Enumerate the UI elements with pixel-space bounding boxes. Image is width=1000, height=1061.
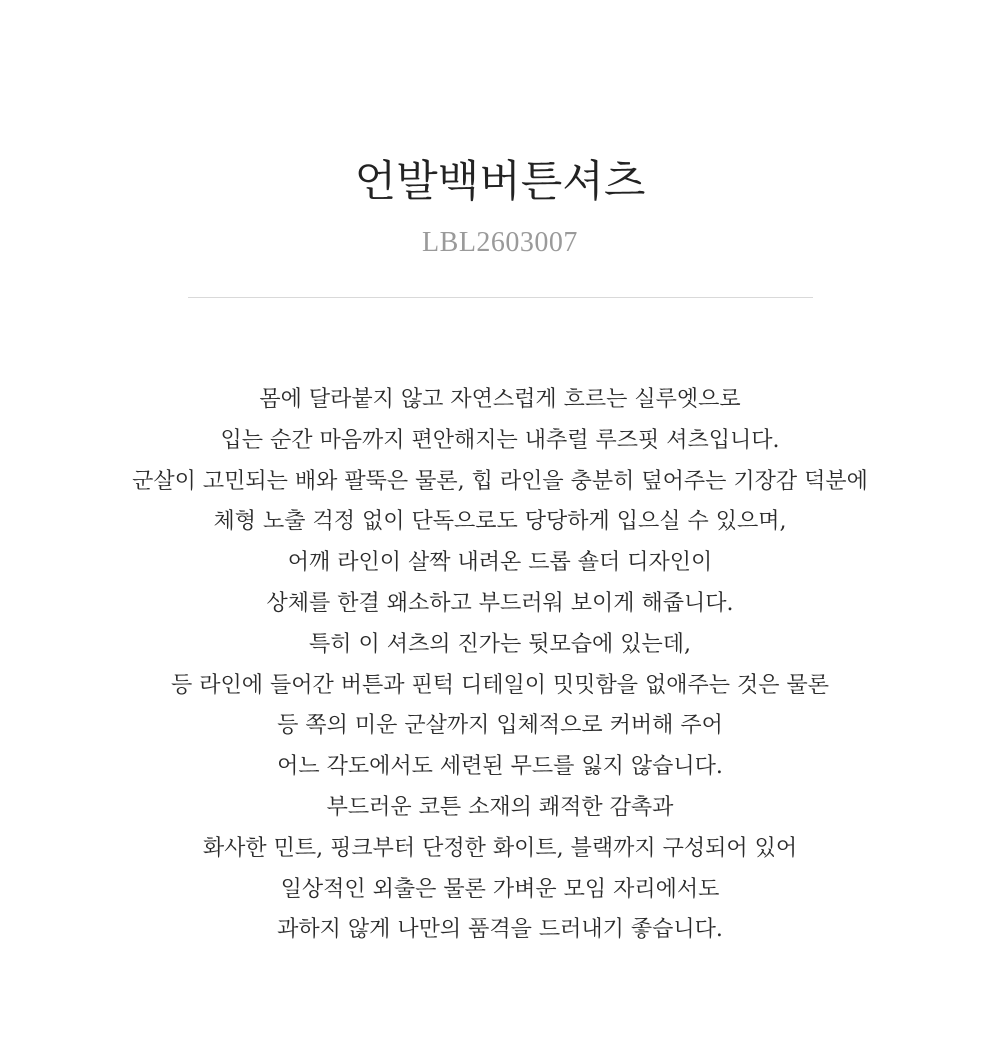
description-line: 어깨 라인이 살짝 내려온 드롭 숄더 디자인이 — [287, 550, 713, 576]
title-divider — [188, 297, 813, 298]
description-line: 등 쪽의 미운 군살까지 입체적으로 커버해 주어 — [277, 713, 723, 739]
description-line: 어느 각도에서도 세련된 무드를 잃지 않습니다. — [277, 754, 723, 780]
description-line: 입는 순간 마음까지 편안해지는 내추럴 루즈핏 셔츠입니다. — [220, 427, 780, 453]
product-description — [0, 380, 1000, 951]
description-line: 군살이 고민되는 배와 팔뚝은 물론, 힙 라인을 충분히 덮어주는 기장감 덕분에 — [132, 468, 868, 494]
description-line: 과하지 않게 나만의 품격을 드러내기 좋습니다. — [277, 917, 723, 943]
product-title: 언발백버튼셔츠 — [354, 157, 646, 207]
description-line: 체형 노출 걱정 없이 단독으로도 당당하게 입으실 수 있으며, — [213, 509, 787, 535]
description-line: 부드러운 코튼 소재의 쾌적한 감촉과 — [326, 794, 674, 820]
description-line: 특히 이 셔츠의 진가는 뒷모습에 있는데, — [309, 631, 691, 657]
description-line: 상체를 한결 왜소하고 부드러워 보이게 해줍니다. — [266, 590, 734, 616]
description-line: 화사한 민트, 핑크부터 단정한 화이트, 블랙까지 구성되어 있어 — [202, 835, 798, 861]
description-line: 등 라인에 들어간 버튼과 핀턱 디테일이 밋밋함을 없애주는 것은 물론 — [171, 672, 829, 698]
product-code: LBL2603007 — [422, 227, 578, 258]
description-line: 몸에 달라붙지 않고 자연스럽게 흐르는 실루엣으로 — [259, 387, 741, 412]
description-line: 일상적인 외출은 물론 가벼운 모임 자리에서도 — [280, 876, 720, 902]
